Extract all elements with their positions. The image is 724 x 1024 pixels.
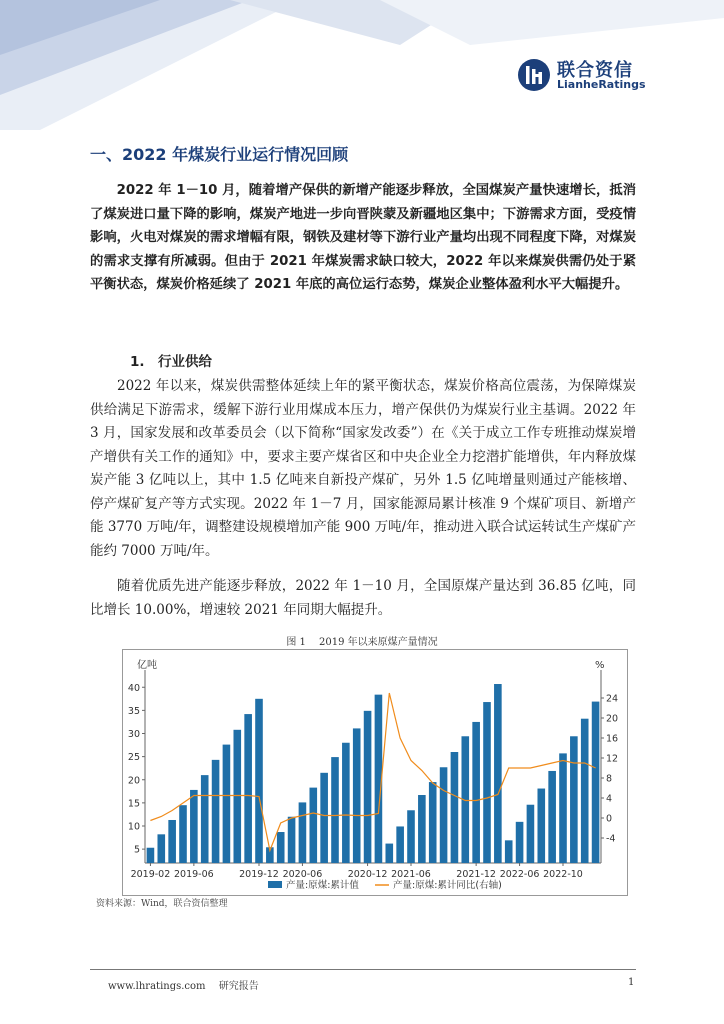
left-tick-label: 20 <box>127 775 140 787</box>
right-tick-label: 4 <box>606 793 613 805</box>
output-bar <box>516 822 524 863</box>
output-bar <box>537 789 545 863</box>
figure-caption: 图 1 2019 年以来原煤产量情况 <box>286 637 438 648</box>
output-bar <box>179 805 187 863</box>
output-bar <box>244 714 252 863</box>
left-tick-label: 30 <box>127 729 140 740</box>
output-bar <box>385 844 393 863</box>
right-tick-label: 12 <box>606 753 619 765</box>
brand-logo <box>517 56 657 96</box>
output-bar <box>201 775 209 863</box>
x-tick-label: 2020-06 <box>282 869 323 880</box>
legend-swatch-output <box>268 881 282 888</box>
output-bar <box>342 743 350 863</box>
output-bar <box>233 730 241 863</box>
output-bar <box>353 728 361 863</box>
output-bar <box>581 719 589 863</box>
chart-canvas <box>123 650 627 895</box>
output-bar <box>429 782 437 863</box>
left-tick-label: 35 <box>127 705 140 717</box>
footer-site: www.lhratings.com 研究报告 <box>108 981 259 992</box>
lianhe-logo-icon <box>517 58 551 92</box>
footer-divider <box>90 969 636 970</box>
right-tick-label: 24 <box>606 693 619 705</box>
output-bar <box>483 702 491 863</box>
right-tick-label: 0 <box>606 813 613 825</box>
right-axis-unit: % <box>595 660 605 671</box>
page-number: 1 <box>628 977 635 988</box>
x-tick-label: 2019-12 <box>239 869 279 880</box>
output-bar <box>548 771 556 863</box>
left-axis-unit: 亿吨 <box>137 660 157 671</box>
x-tick-label: 2022-10 <box>543 869 583 880</box>
output-bar <box>190 790 198 863</box>
output-bar <box>559 753 567 863</box>
output-bar <box>288 817 296 863</box>
right-tick-label: 20 <box>606 713 619 725</box>
output-bar <box>168 820 176 863</box>
figure-source: 资料来源：Wind，联合资信整理 <box>96 899 228 909</box>
left-tick-label: 40 <box>127 682 140 694</box>
output-bar <box>157 834 165 863</box>
output-bar <box>407 810 415 863</box>
x-tick-label: 2020-12 <box>347 869 388 880</box>
left-tick-label: 15 <box>127 798 140 810</box>
x-tick-label: 2022-06 <box>499 869 540 880</box>
x-tick-label: 2021-06 <box>391 869 431 880</box>
output-bar <box>570 736 578 863</box>
output-bar <box>505 840 513 863</box>
left-tick-label: 5 <box>133 844 140 856</box>
output-bar <box>223 745 231 863</box>
intro-paragraph: 2022 年 1－10 月，随着增产保供的新增产能逐步释放，全国煤炭产量快速增长，抵消了煤炭进口量下降的影响，煤炭产地进一步向晋陕蒙及新疆地区集中；下游需求方面，受疫情影响，火电对煤炭的需求增幅有限，钢铁及建材等下游行业产量均出现不同程度下降，对煤炭的需求支撑有所减弱。但由于 2021 年煤炭需求缺口较大，2022 年以来煤炭供需仍处于紧平衡状态，煤炭价格延续了 2021 年底的高位运行态势，煤炭企业整体盈利水平大幅提升。 <box>90 183 636 292</box>
output-bar <box>277 832 285 863</box>
right-tick-label: 8 <box>606 773 613 785</box>
paragraph-output: 随着优质先进产能逐步释放，2022 年 1－10 月，全国原煤产量达到 36.85 亿吨，同比增长 10.00%，增速较 2021 年同期大幅提升。 <box>90 578 636 618</box>
left-tick-label: 25 <box>127 752 140 764</box>
legend-label-output: 产量:原煤:累计值 <box>286 880 359 891</box>
output-bar <box>440 767 448 863</box>
subsection-title: 1. 行业供给 <box>130 354 213 370</box>
output-bar <box>592 702 600 863</box>
coal-output-chart <box>122 649 628 896</box>
output-bar <box>396 826 404 863</box>
brand-name-en: LianheRatings <box>557 78 646 91</box>
right-tick-label: 16 <box>606 733 619 745</box>
output-bar <box>320 773 328 863</box>
x-tick-label: 2019-06 <box>174 869 214 880</box>
section-title: 一、2022 年煤炭行业运行情况回顾 <box>90 145 349 164</box>
output-bar <box>331 757 339 863</box>
output-bar <box>309 788 317 863</box>
output-bar <box>472 722 480 863</box>
output-bar <box>364 711 372 863</box>
output-bar <box>147 848 155 863</box>
right-tick-label: -4 <box>606 833 616 845</box>
x-tick-label: 2021-12 <box>456 869 496 880</box>
output-bar <box>494 684 502 863</box>
output-bar <box>299 802 307 863</box>
left-tick-label: 10 <box>127 821 140 833</box>
output-bar <box>418 795 426 863</box>
output-bar <box>451 752 459 863</box>
paragraph-supply: 2022 年以来，煤炭供需整体延续上年的紧平衡状态，煤炭价格高位震荡，为保障煤炭供给满足下游需求，缓解下游行业用煤成本压力，增产保供仍为煤炭行业主基调。2022 年 3 月，国家发展和改革委员会（以下简称“国家发改委”）在《关于成立工作专班推动煤炭增产增供有关工作的通知》中，要求主要产煤省区和中央企业全力挖潜扩能增供，年内释放煤炭产能 3 亿吨以上，其中 1.5 亿吨来自新投产煤矿，另外 1.5 亿吨增量则通过产能核增、停产煤矿复产等方式实现。2022 年 1－7 月，国家能源局累计核准 9 个煤矿项目、新增产能 3770 万吨/年，调整建设规模增加产能 900 万吨/年，推动进入联合试运转试生产煤矿产能约 7000 万吨/年。 <box>90 378 636 559</box>
x-tick-label: 2019-02 <box>130 869 171 880</box>
output-bar <box>255 699 263 863</box>
brand-name-cn: 联合资信 <box>557 60 633 81</box>
legend-label-yoy: 产量:原煤:累计同比(右轴) <box>393 880 502 891</box>
output-bar <box>212 760 220 863</box>
output-bar <box>527 805 535 863</box>
